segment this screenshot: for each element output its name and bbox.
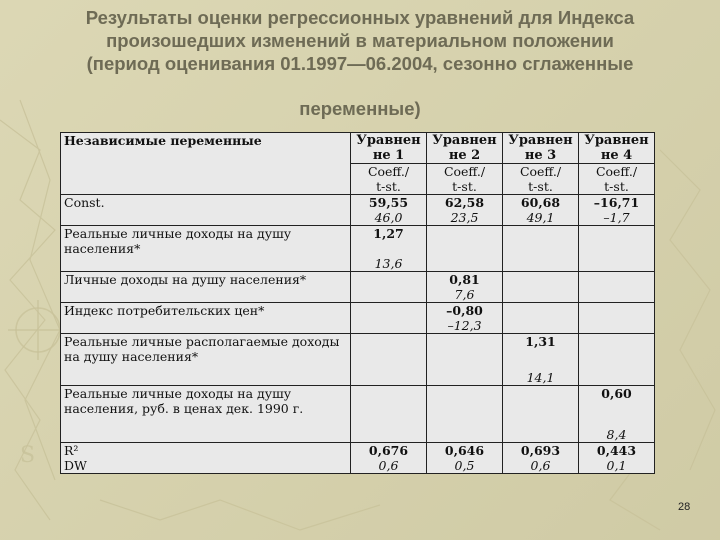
slide-title xyxy=(40,6,680,120)
label-stats xyxy=(61,443,351,474)
subheader-eq4: Coeff./ t-st. xyxy=(579,164,655,195)
label-dw: DW xyxy=(64,458,87,473)
cell-personal-income-eq2: 0,81 7,6 xyxy=(427,272,503,303)
label-disposable: Реальные личные располагаемые доходы на душу населения* xyxy=(61,334,351,386)
label-personal-income: Личные доходы на душу населения* xyxy=(61,272,351,303)
header-eq4: Уравнен не 4 xyxy=(579,133,655,164)
header-eq1: Уравнен не 1 xyxy=(351,133,427,164)
cell-const-eq2: 62,58 23,5 xyxy=(427,195,503,226)
label-cpi: Индекс потребительских цен* xyxy=(61,303,351,334)
row-personal-income xyxy=(61,272,655,303)
cell-stats-eq3: 0,693 0,6 xyxy=(503,443,579,474)
page-number: 28 xyxy=(678,501,691,513)
cell-const-eq3: 60,68 49,1 xyxy=(503,195,579,226)
cell-stats-eq1: 0,676 0,6 xyxy=(351,443,427,474)
subheader-eq3: Coeff./ t-st. xyxy=(503,164,579,195)
svg-text:S: S xyxy=(20,443,36,468)
cell-real-income-eq1: 1,27 13,6 xyxy=(351,226,427,272)
cell-real-income-1990-eq4: 0,60 8,4 xyxy=(579,386,655,443)
label-const: Const. xyxy=(61,195,351,226)
header-row xyxy=(61,133,655,164)
cell-disposable-eq3: 1,31 14,1 xyxy=(503,334,579,386)
row-stats xyxy=(61,443,655,474)
row-disposable xyxy=(61,334,655,386)
label-r2: R² xyxy=(64,443,79,458)
title-line-2: произошедших изменений в материальном положении xyxy=(106,30,614,51)
header-eq3: Уравнен не 3 xyxy=(503,133,579,164)
cell-stats-eq2: 0,646 0,5 xyxy=(427,443,503,474)
subheader-eq2: Coeff./ t-st. xyxy=(427,164,503,195)
cell-stats-eq4: 0,443 0,1 xyxy=(579,443,655,474)
row-real-income-1990 xyxy=(61,386,655,443)
title-line-4: переменные) xyxy=(299,98,421,119)
subheader-eq1: Coeff./ t-st. xyxy=(351,164,427,195)
header-variables: Независимые переменные xyxy=(61,133,351,195)
label-real-income-1990: Реальные личные доходы на душу населения, руб. в ценах дек. 1990 г. xyxy=(61,386,351,443)
cell-const-eq1: 59,55 46,0 xyxy=(351,195,427,226)
title-line-1: Результаты оценки регрессионных уравнений для Индекса xyxy=(85,7,635,28)
title-line-3: (период оценивания 01.1997—06.2004, сезонно сглаженные xyxy=(86,53,634,74)
label-real-income: Реальные личные доходы на душу населения* xyxy=(61,226,351,272)
row-const xyxy=(61,195,655,226)
regression-table xyxy=(60,132,655,474)
cell-const-eq4: –16,71 –1,7 xyxy=(579,195,655,226)
row-real-income xyxy=(61,226,655,272)
cell-cpi-eq2: –0,80 –12,3 xyxy=(427,303,503,334)
header-eq2: Уравнен не 2 xyxy=(427,133,503,164)
row-cpi xyxy=(61,303,655,334)
